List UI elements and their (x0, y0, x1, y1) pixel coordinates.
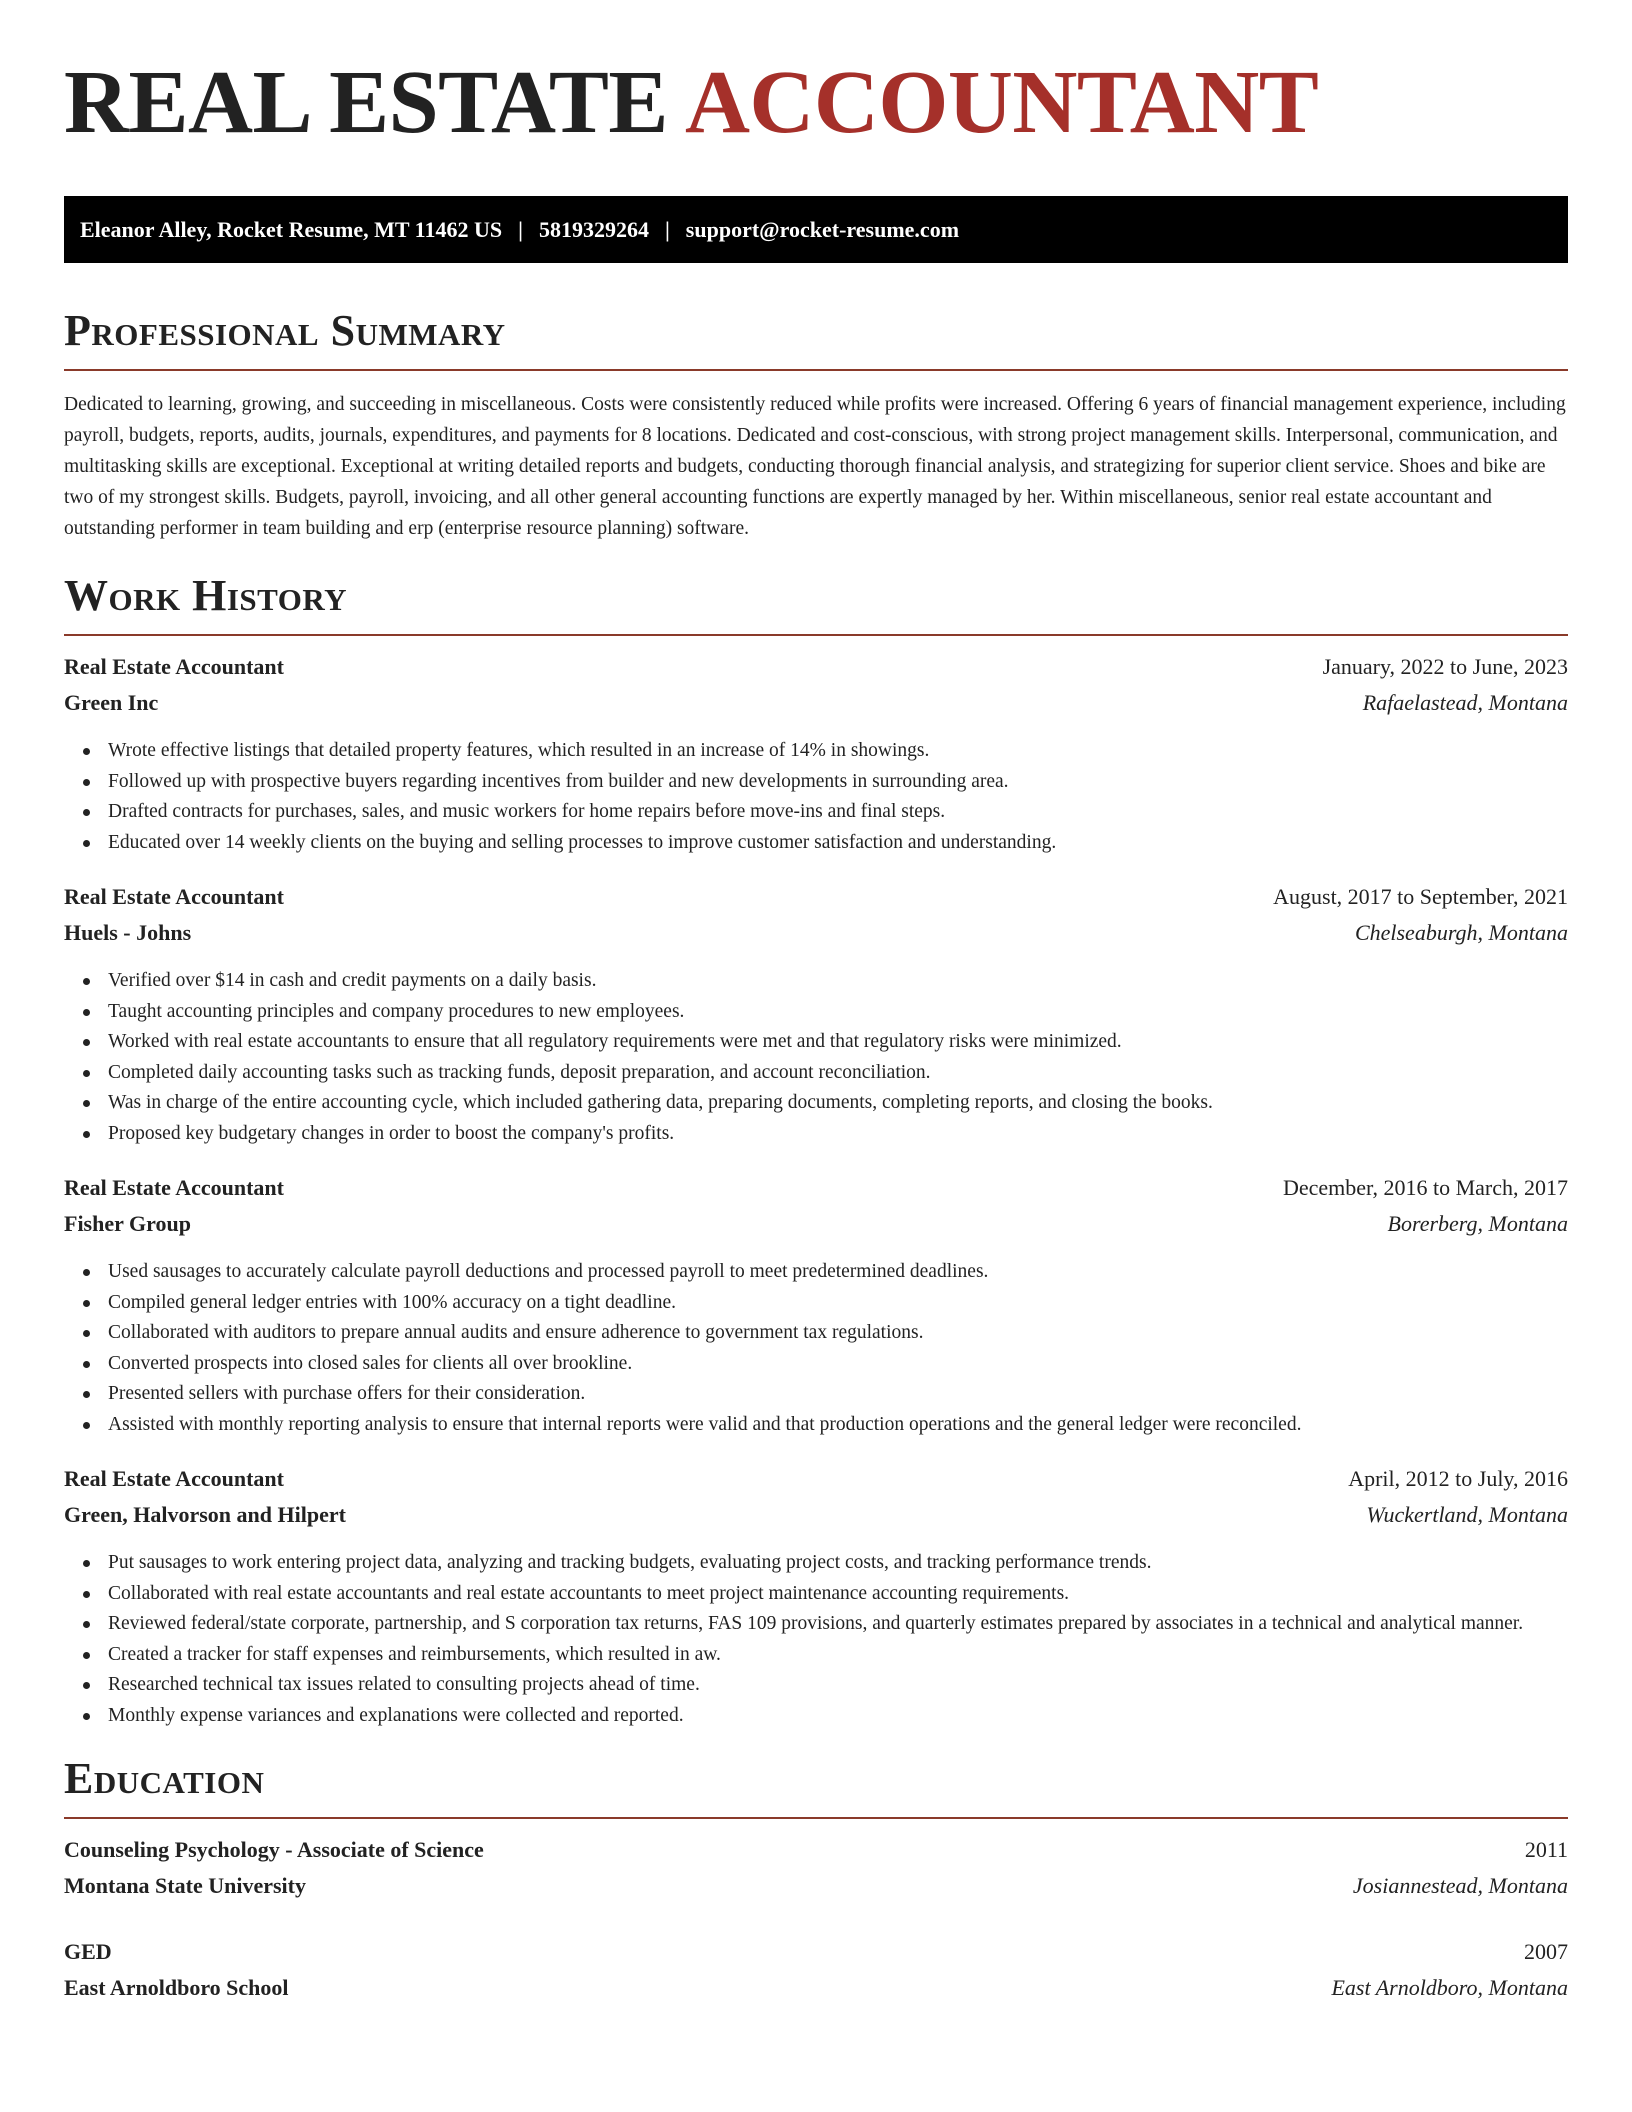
education-location: Josiannestead, Montana (1352, 1873, 1568, 1898)
job-dates: December, 2016 to March, 2017 (1282, 1175, 1568, 1200)
job-location: Borerberg, Montana (1387, 1211, 1568, 1236)
section-heading-education: Education (64, 1754, 265, 1803)
summary-text: Dedicated to learning, growing, and succeeding in miscellaneous. Costs were consistently reduced while profits were increased. Offering 6 years of financial management experience, including payroll, budgets, reports, audits, journals, expenditures, and payments for 8 locations. Dedicated and cost-conscious, with strong project management skills. Interpersonal, communication, and multitasking skills are exceptional. Exceptional at writing detailed reports and budgets, conducting thorough financial analysis, and strategizing for superior client service. Shoes and bike are two of my strongest skills. Budgets, payroll, invoicing, and all other general accounting functions are expertly managed by her. Within miscellaneous, senior real estate accountant and outstanding performer in team building and erp (enterprise resource planning) software. (64, 394, 1566, 539)
job-dates: January, 2022 to June, 2023 (1322, 654, 1568, 679)
job-company-row (64, 1211, 1568, 1247)
section-divider (64, 369, 1568, 371)
job-bullet: Monthly expense variances and explanations were collected and reported. (108, 1701, 1568, 1732)
contact-address: Eleanor Alley, Rocket Resume, MT 11462 US (80, 216, 503, 242)
education-list (64, 1837, 1568, 2011)
job-bullet: Researched technical tax issues related to consulting projects ahead of time. (108, 1670, 1568, 1701)
job-header-row (64, 654, 1568, 690)
job-bullet: Verified over $14 in cash and credit payments on a daily basis. (108, 966, 1568, 997)
education-degree: Counseling Psychology - Associate of Science (64, 1837, 484, 1862)
education-section (64, 1754, 1568, 2011)
job-bullet: Compiled general ledger entries with 100% accuracy on a tight deadline. (108, 1288, 1568, 1319)
education-school: East Arnoldboro School (64, 1975, 289, 2000)
job-location: Wuckertland, Montana (1366, 1502, 1568, 1527)
job-location: Rafaelastead, Montana (1362, 690, 1568, 715)
job-company: Fisher Group (64, 1211, 191, 1236)
education-school-row (64, 1873, 1568, 1909)
job-bullet: Was in charge of the entire accounting cycle, which included gathering data, preparing documents, completing reports, and closing the books. (108, 1088, 1568, 1119)
job-header-row (64, 884, 1568, 920)
contact-email: support@rocket-resume.com (685, 216, 960, 242)
job-title: Real Estate Accountant (64, 1466, 284, 1491)
job-company: Huels - Johns (64, 920, 192, 945)
education-school-row (64, 1975, 1568, 2011)
title-part-accent: ACCOUNTANT (684, 53, 1319, 152)
job-bullet: Drafted contracts for purchases, sales, and music workers for home repairs before move-ins and final steps. (108, 797, 1568, 828)
job-title: Real Estate Accountant (64, 654, 284, 679)
job-company-row (64, 690, 1568, 726)
job-company: Green, Halvorson and Hilpert (64, 1502, 346, 1527)
job-title: Real Estate Accountant (64, 1175, 284, 1200)
job-bullet: Proposed key budgetary changes in order to boost the company's profits. (108, 1119, 1568, 1150)
contact-separator: | (518, 216, 523, 242)
job-bullet: Presented sellers with purchase offers for their consideration. (108, 1379, 1568, 1410)
title-part-primary: REAL ESTATE (64, 53, 668, 152)
contact-separator: | (664, 216, 670, 242)
job-header-row (64, 1175, 1568, 1211)
job-bullet-list (64, 1257, 1568, 1440)
contact-phone: 5819329264 (538, 216, 649, 242)
job-bullet-list (64, 1548, 1568, 1731)
section-heading-summary: Professional Summary (64, 306, 506, 355)
job-entry (64, 1466, 1568, 1731)
job-header-row (64, 1466, 1568, 1502)
education-year: 2007 (1524, 1939, 1568, 1964)
job-bullet: Created a tracker for staff expenses and reimbursements, which resulted in aw. (108, 1640, 1568, 1671)
job-bullet: Reviewed federal/state corporate, partnership, and S corporation tax returns, FAS 109 provisions, and quarterly estimates prepared by associates in a technical and analytical manner. (108, 1609, 1568, 1640)
job-bullet: Taught accounting principles and company procedures to new employees. (108, 997, 1568, 1028)
education-location: East Arnoldboro, Montana (1331, 1975, 1568, 2000)
section-divider (64, 634, 1568, 636)
job-bullet: Used sausages to accurately calculate payroll deductions and processed payroll to meet predetermined deadlines. (108, 1257, 1568, 1288)
education-header-row (64, 1939, 1568, 1975)
job-dates: August, 2017 to September, 2021 (1273, 884, 1568, 909)
job-company-row (64, 1502, 1568, 1538)
education-school: Montana State University (64, 1873, 306, 1898)
job-bullet: Completed daily accounting tasks such as tracking funds, deposit preparation, and account reconciliation. (108, 1058, 1568, 1089)
job-entry (64, 654, 1568, 858)
job-bullet: Wrote effective listings that detailed property features, which resulted in an increase of 14% in showings. (108, 736, 1568, 767)
job-list (64, 654, 1568, 1731)
job-entry (64, 884, 1568, 1149)
education-entry (64, 1837, 1568, 1909)
job-bullet: Assisted with monthly reporting analysis to ensure that internal reports were valid and that production operations and the general ledger were reconciled. (108, 1410, 1568, 1441)
job-bullet: Converted prospects into closed sales for clients all over brookline. (108, 1349, 1568, 1380)
job-dates: April, 2012 to July, 2016 (1348, 1466, 1568, 1491)
work-history-section (64, 571, 1568, 1731)
section-heading-work-history: Work History (64, 571, 348, 620)
education-year: 2011 (1524, 1837, 1568, 1862)
job-bullet: Educated over 14 weekly clients on the buying and selling processes to improve customer satisfaction and understanding. (108, 828, 1568, 859)
contact-bar (64, 196, 1568, 263)
job-bullet: Worked with real estate accountants to ensure that all regulatory requirements were met and that regulatory risks were minimized. (108, 1027, 1568, 1058)
summary-section (64, 306, 1568, 544)
job-bullet: Followed up with prospective buyers regarding incentives from builder and new developments in surrounding area. (108, 767, 1568, 798)
education-entry (64, 1939, 1568, 2011)
job-bullet: Collaborated with real estate accountants and real estate accountants to meet project maintenance accounting requirements. (108, 1579, 1568, 1610)
job-bullet-list (64, 966, 1568, 1149)
education-degree: GED (64, 1939, 112, 1964)
job-bullet: Collaborated with auditors to prepare annual audits and ensure adherence to government tax regulations. (108, 1318, 1568, 1349)
job-entry (64, 1175, 1568, 1440)
job-bullet-list (64, 736, 1568, 858)
resume-title (64, 53, 1568, 152)
job-title: Real Estate Accountant (64, 884, 284, 909)
education-header-row (64, 1837, 1568, 1873)
job-location: Chelseaburgh, Montana (1354, 920, 1568, 945)
job-company-row (64, 920, 1568, 956)
job-company: Green Inc (64, 690, 159, 715)
section-divider (64, 1817, 1568, 1819)
job-bullet: Put sausages to work entering project data, analyzing and tracking budgets, evaluating project costs, and tracking performance trends. (108, 1548, 1568, 1579)
